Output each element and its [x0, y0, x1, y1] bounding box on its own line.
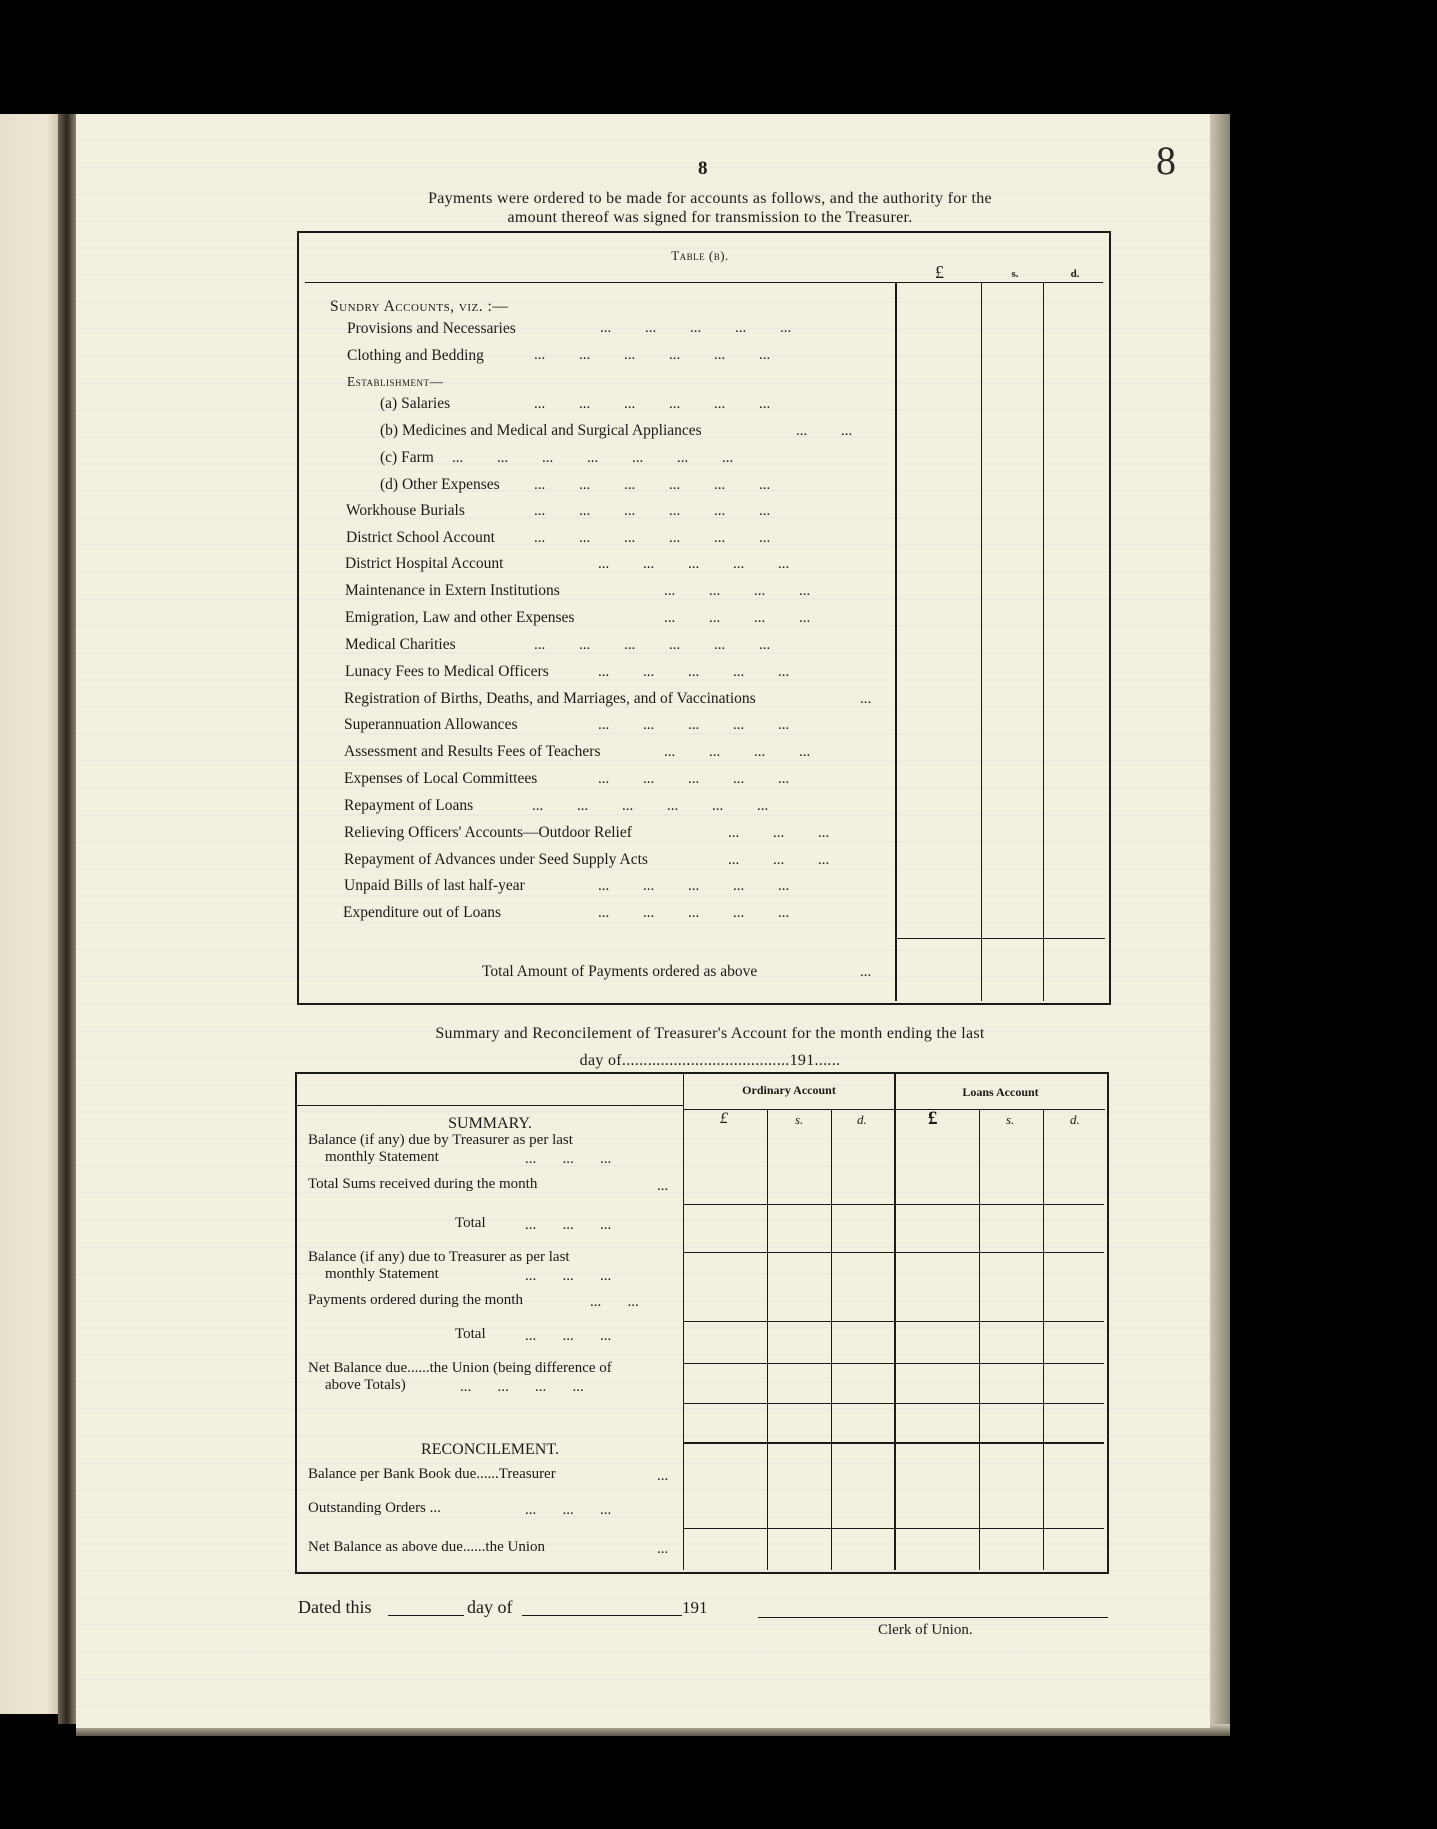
leader-dots: ... ... ... ... ...	[598, 717, 790, 733]
item-label: Medical Charities	[345, 636, 456, 653]
establishment-heading: Establishment—	[347, 374, 444, 389]
leader-dots: ... ... ...	[525, 1217, 612, 1233]
item-label: Superannuation Allowances	[344, 716, 518, 733]
total-sums-received: Total Sums received during the month	[308, 1176, 538, 1192]
total-label-2: Total	[455, 1326, 486, 1342]
item-label: Workhouse Burials	[346, 502, 465, 519]
intro-line-2: amount thereof was signed for transmission to the Treasurer.	[507, 209, 913, 226]
item-label: Relieving Officers' Accounts—Outdoor Relief	[344, 824, 632, 841]
loans-shillings-header: s.	[1006, 1112, 1015, 1127]
clerk-signature-line[interactable]	[758, 1617, 1108, 1618]
leader-dots: ... ... ...	[728, 852, 830, 868]
summary-title: SUMMARY.	[448, 1115, 532, 1132]
date-month-line[interactable]	[522, 1615, 682, 1616]
item-label: Assessment and Results Fees of Teachers	[344, 743, 601, 760]
leader-dots: ... ... ... ... ... ...	[534, 503, 771, 519]
item-label: Repayment of Loans	[344, 797, 474, 814]
leader-dots: ...	[657, 1541, 669, 1557]
leader-dots: ... ... ...	[525, 1328, 612, 1344]
item-label: (d) Other Expenses	[380, 476, 500, 493]
table-b-col-rule	[1043, 283, 1044, 1001]
leader-dots: ... ... ... ... ... ...	[534, 477, 771, 493]
leader-dots: ...	[657, 1468, 669, 1484]
summary-heading-line-2: day of.......................................191......	[579, 1052, 841, 1069]
corner-page-number: 8	[1156, 138, 1176, 183]
total-label-1: Total	[455, 1215, 486, 1231]
item-label: Maintenance in Extern Institutions	[345, 582, 560, 599]
total-payments-label: Total Amount of Payments ordered as above	[482, 963, 758, 980]
item-label: Provisions and Necessaries	[347, 320, 516, 337]
leader-dots: ... ... ...	[525, 1268, 612, 1284]
loans-pence-header: d.	[1070, 1112, 1080, 1127]
leader-dots: ... ... ... ...	[664, 610, 811, 626]
table-b-title: Table (b).	[671, 248, 729, 263]
leader-dots: ... ...	[590, 1294, 639, 1310]
net-balance-as-above: Net Balance as above due......the Union	[308, 1539, 546, 1555]
item-label: Unpaid Bills of last half-year	[344, 877, 525, 894]
table-b-total-rule	[895, 938, 1105, 939]
ordinary-col-rule	[767, 1110, 768, 1570]
leader-dots: ... ... ... ... ... ...	[534, 396, 771, 412]
dated-this-label: Dated this	[298, 1597, 372, 1617]
balance-due-to-line-1: Balance (if any) due to Treasurer as per last	[308, 1249, 570, 1265]
leader-dots: ... ... ... ... ...	[598, 905, 790, 921]
item-label: Registration of Births, Deaths, and Marriages, and of Vaccinations	[344, 690, 756, 707]
leader-dots: ... ... ... ... ...	[600, 320, 792, 336]
leader-dots: ... ... ...	[728, 825, 830, 841]
item-label: Expenditure out of Loans	[343, 904, 501, 921]
summary-heading	[300, 1020, 1120, 1074]
item-label: (b) Medicines and Medical and Surgical Appliances	[380, 422, 702, 439]
leader-dots: ... ... ... ...	[664, 744, 811, 760]
item-label: Repayment of Advances under Seed Supply Acts	[344, 851, 648, 868]
summary-header-rule	[297, 1105, 683, 1106]
book-gutter	[58, 114, 76, 1724]
net-balance-line-2: above Totals)	[325, 1377, 406, 1393]
left-page-edge	[0, 114, 58, 1714]
balance-due-by-line-2: monthly Statement	[325, 1149, 439, 1165]
leader-dots: ... ... ...	[525, 1151, 612, 1167]
table-b-col-rule	[981, 283, 982, 1001]
leader-dots: ...	[860, 964, 872, 980]
loans-pound-header: £	[928, 1108, 938, 1129]
leader-dots: ... ... ... ...	[460, 1379, 584, 1395]
row-rule	[684, 1528, 1104, 1529]
item-label: (a) Salaries	[380, 395, 451, 412]
table-b-header-rule	[305, 282, 1103, 283]
payments-ordered: Payments ordered during the month	[308, 1292, 523, 1308]
leader-dots: ... ... ...	[525, 1502, 612, 1518]
outstanding-orders: Outstanding Orders ...	[308, 1500, 441, 1516]
row-rule	[684, 1321, 1104, 1322]
item-label: District Hospital Account	[345, 555, 504, 572]
leader-dots: ... ... ... ... ... ... ...	[452, 450, 734, 466]
balance-due-by-line-1: Balance (if any) due by Treasurer as per last	[308, 1132, 573, 1148]
loans-col-rule	[979, 1110, 980, 1570]
item-label: Expenses of Local Committees	[344, 770, 538, 787]
item-label: District School Account	[346, 529, 495, 546]
item-label: (c) Farm	[380, 449, 434, 466]
pence-header: d.	[1070, 268, 1080, 280]
summary-label-divider	[683, 1074, 684, 1570]
page-right-edge	[1210, 114, 1230, 1734]
summary-account-divider	[894, 1074, 896, 1570]
item-label: Emigration, Law and other Expenses	[345, 609, 575, 626]
shillings-header: s.	[1011, 268, 1019, 280]
row-rule	[684, 1204, 1104, 1205]
leader-dots: ... ... ... ... ...	[598, 771, 790, 787]
pound-header: £	[935, 262, 944, 282]
day-of-label: day of	[467, 1597, 513, 1617]
leader-dots: ... ... ... ...	[664, 583, 811, 599]
loans-col-rule	[1043, 1110, 1044, 1570]
ordinary-shillings-header: s.	[795, 1112, 804, 1127]
year-label: 191	[682, 1598, 708, 1617]
reconcilement-title: RECONCILEMENT.	[421, 1441, 559, 1458]
intro-text	[300, 189, 1120, 227]
date-day-line[interactable]	[388, 1615, 464, 1616]
ordinary-pence-header: d.	[857, 1112, 867, 1127]
loans-account-header: Loans Account	[962, 1085, 1039, 1099]
leader-dots: ... ...	[796, 423, 853, 439]
leader-dots: ... ... ... ... ...	[598, 664, 790, 680]
ordinary-pound-header: £	[720, 1110, 728, 1127]
row-rule	[684, 1363, 1104, 1364]
clerk-of-union-label: Clerk of Union.	[878, 1622, 973, 1638]
leader-dots: ... ... ... ... ... ...	[534, 637, 771, 653]
row-rule	[684, 1252, 1104, 1253]
sundry-heading: Sundry Accounts, viz. :—	[330, 298, 509, 315]
intro-line-1: Payments were ordered to be made for accounts as follows, and the authority for the	[428, 190, 992, 207]
net-balance-line-1: Net Balance due......the Union (being difference of	[308, 1360, 612, 1376]
leader-dots: ... ... ... ... ...	[598, 556, 790, 572]
leader-dots: ...	[860, 691, 872, 707]
balance-due-to-line-2: monthly Statement	[325, 1266, 439, 1282]
leader-dots: ... ... ... ... ... ...	[532, 798, 769, 814]
leader-dots: ... ... ... ... ...	[598, 878, 790, 894]
reconcilement-rule	[684, 1442, 1104, 1444]
summary-heading-line-1: Summary and Reconcilement of Treasurer's Account for the month ending the last	[435, 1025, 985, 1042]
row-rule	[684, 1403, 1104, 1404]
item-label: Clothing and Bedding	[347, 347, 484, 364]
page-number: 8	[698, 158, 708, 179]
ordinary-account-header: Ordinary Account	[742, 1083, 836, 1097]
table-b-divider	[895, 283, 897, 1001]
leader-dots: ... ... ... ... ... ...	[534, 347, 771, 363]
ordinary-col-rule	[831, 1110, 832, 1570]
ordinary-header-rule	[684, 1109, 894, 1110]
leader-dots: ... ... ... ... ... ...	[534, 530, 771, 546]
leader-dots: ...	[657, 1178, 669, 1194]
item-label: Lunacy Fees to Medical Officers	[345, 663, 549, 680]
bank-book-balance: Balance per Bank Book due......Treasurer	[308, 1466, 556, 1482]
